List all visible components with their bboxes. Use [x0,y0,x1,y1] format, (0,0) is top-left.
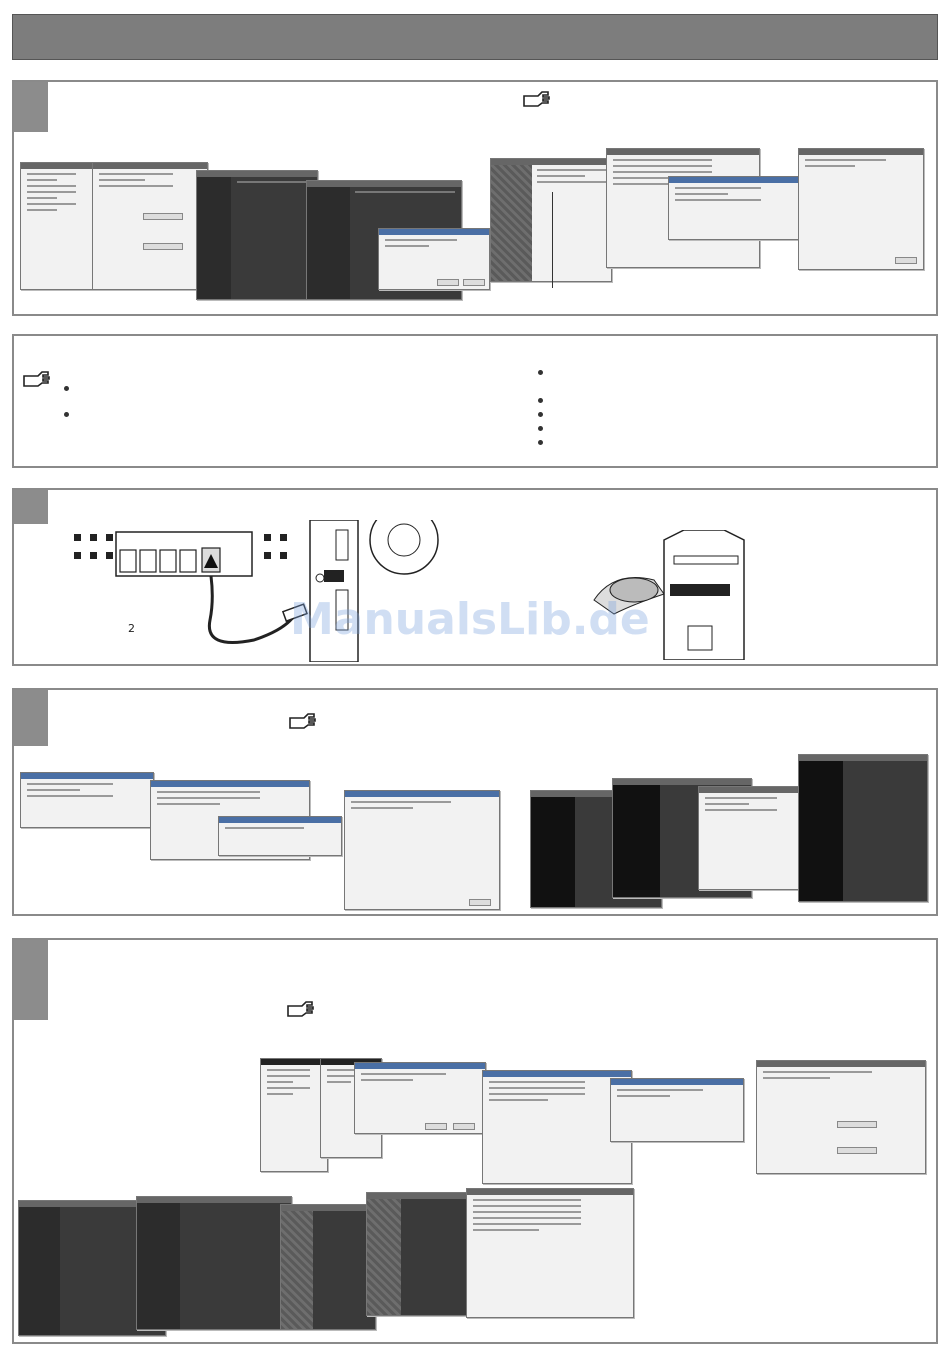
note-hand-icon [522,88,552,108]
section-number-box [14,690,48,746]
divider-line [552,192,553,288]
screenshot-country-select [92,162,208,290]
section-driver-install [12,688,938,916]
screenshot-country-select-2 [756,1060,926,1174]
bullet [64,412,69,417]
section-notes [12,334,938,468]
screenshot-run-dialog [354,1062,486,1134]
screenshot-feature-select [366,1192,468,1316]
screenshot-installer-start [280,1204,376,1330]
note-hand-icon [286,998,316,1018]
section-installation [12,80,938,316]
section-manual-start [12,938,938,1344]
screenshot-driver-done [344,790,500,910]
note-hand-icon [22,368,52,388]
bullet [538,426,543,431]
screenshot-autoplay [20,162,98,290]
screenshot-windows-security-2 [218,816,342,856]
screenshot-language-dialog [378,228,490,290]
bullet [538,440,543,445]
screenshot-windows-security [668,176,802,240]
screenshot-license-2 [466,1188,634,1318]
section-number-box [14,940,48,1020]
screenshot-run-autostart [610,1078,744,1142]
section-number-box [14,490,48,524]
section-number-box [14,82,48,132]
watermark: ManualsLib.de [290,594,650,645]
screenshot-wizard-finish [798,754,928,902]
step-callout: 2 [128,622,135,635]
note-hand-icon [288,710,318,730]
header-bar [12,14,938,60]
screenshot-install-finished [798,148,924,270]
screenshot-start-menu [260,1058,328,1172]
bullet [538,412,543,417]
screenshot-mega-disk [196,170,318,300]
screenshot-new-hardware [20,772,154,828]
screenshot-wizard-confirm [698,786,810,890]
bullet [64,386,69,391]
screenshot-welcome-wizard [490,158,612,282]
bullet [538,398,543,403]
screenshot-phone-system-2 [136,1196,292,1330]
bullet [538,370,543,375]
